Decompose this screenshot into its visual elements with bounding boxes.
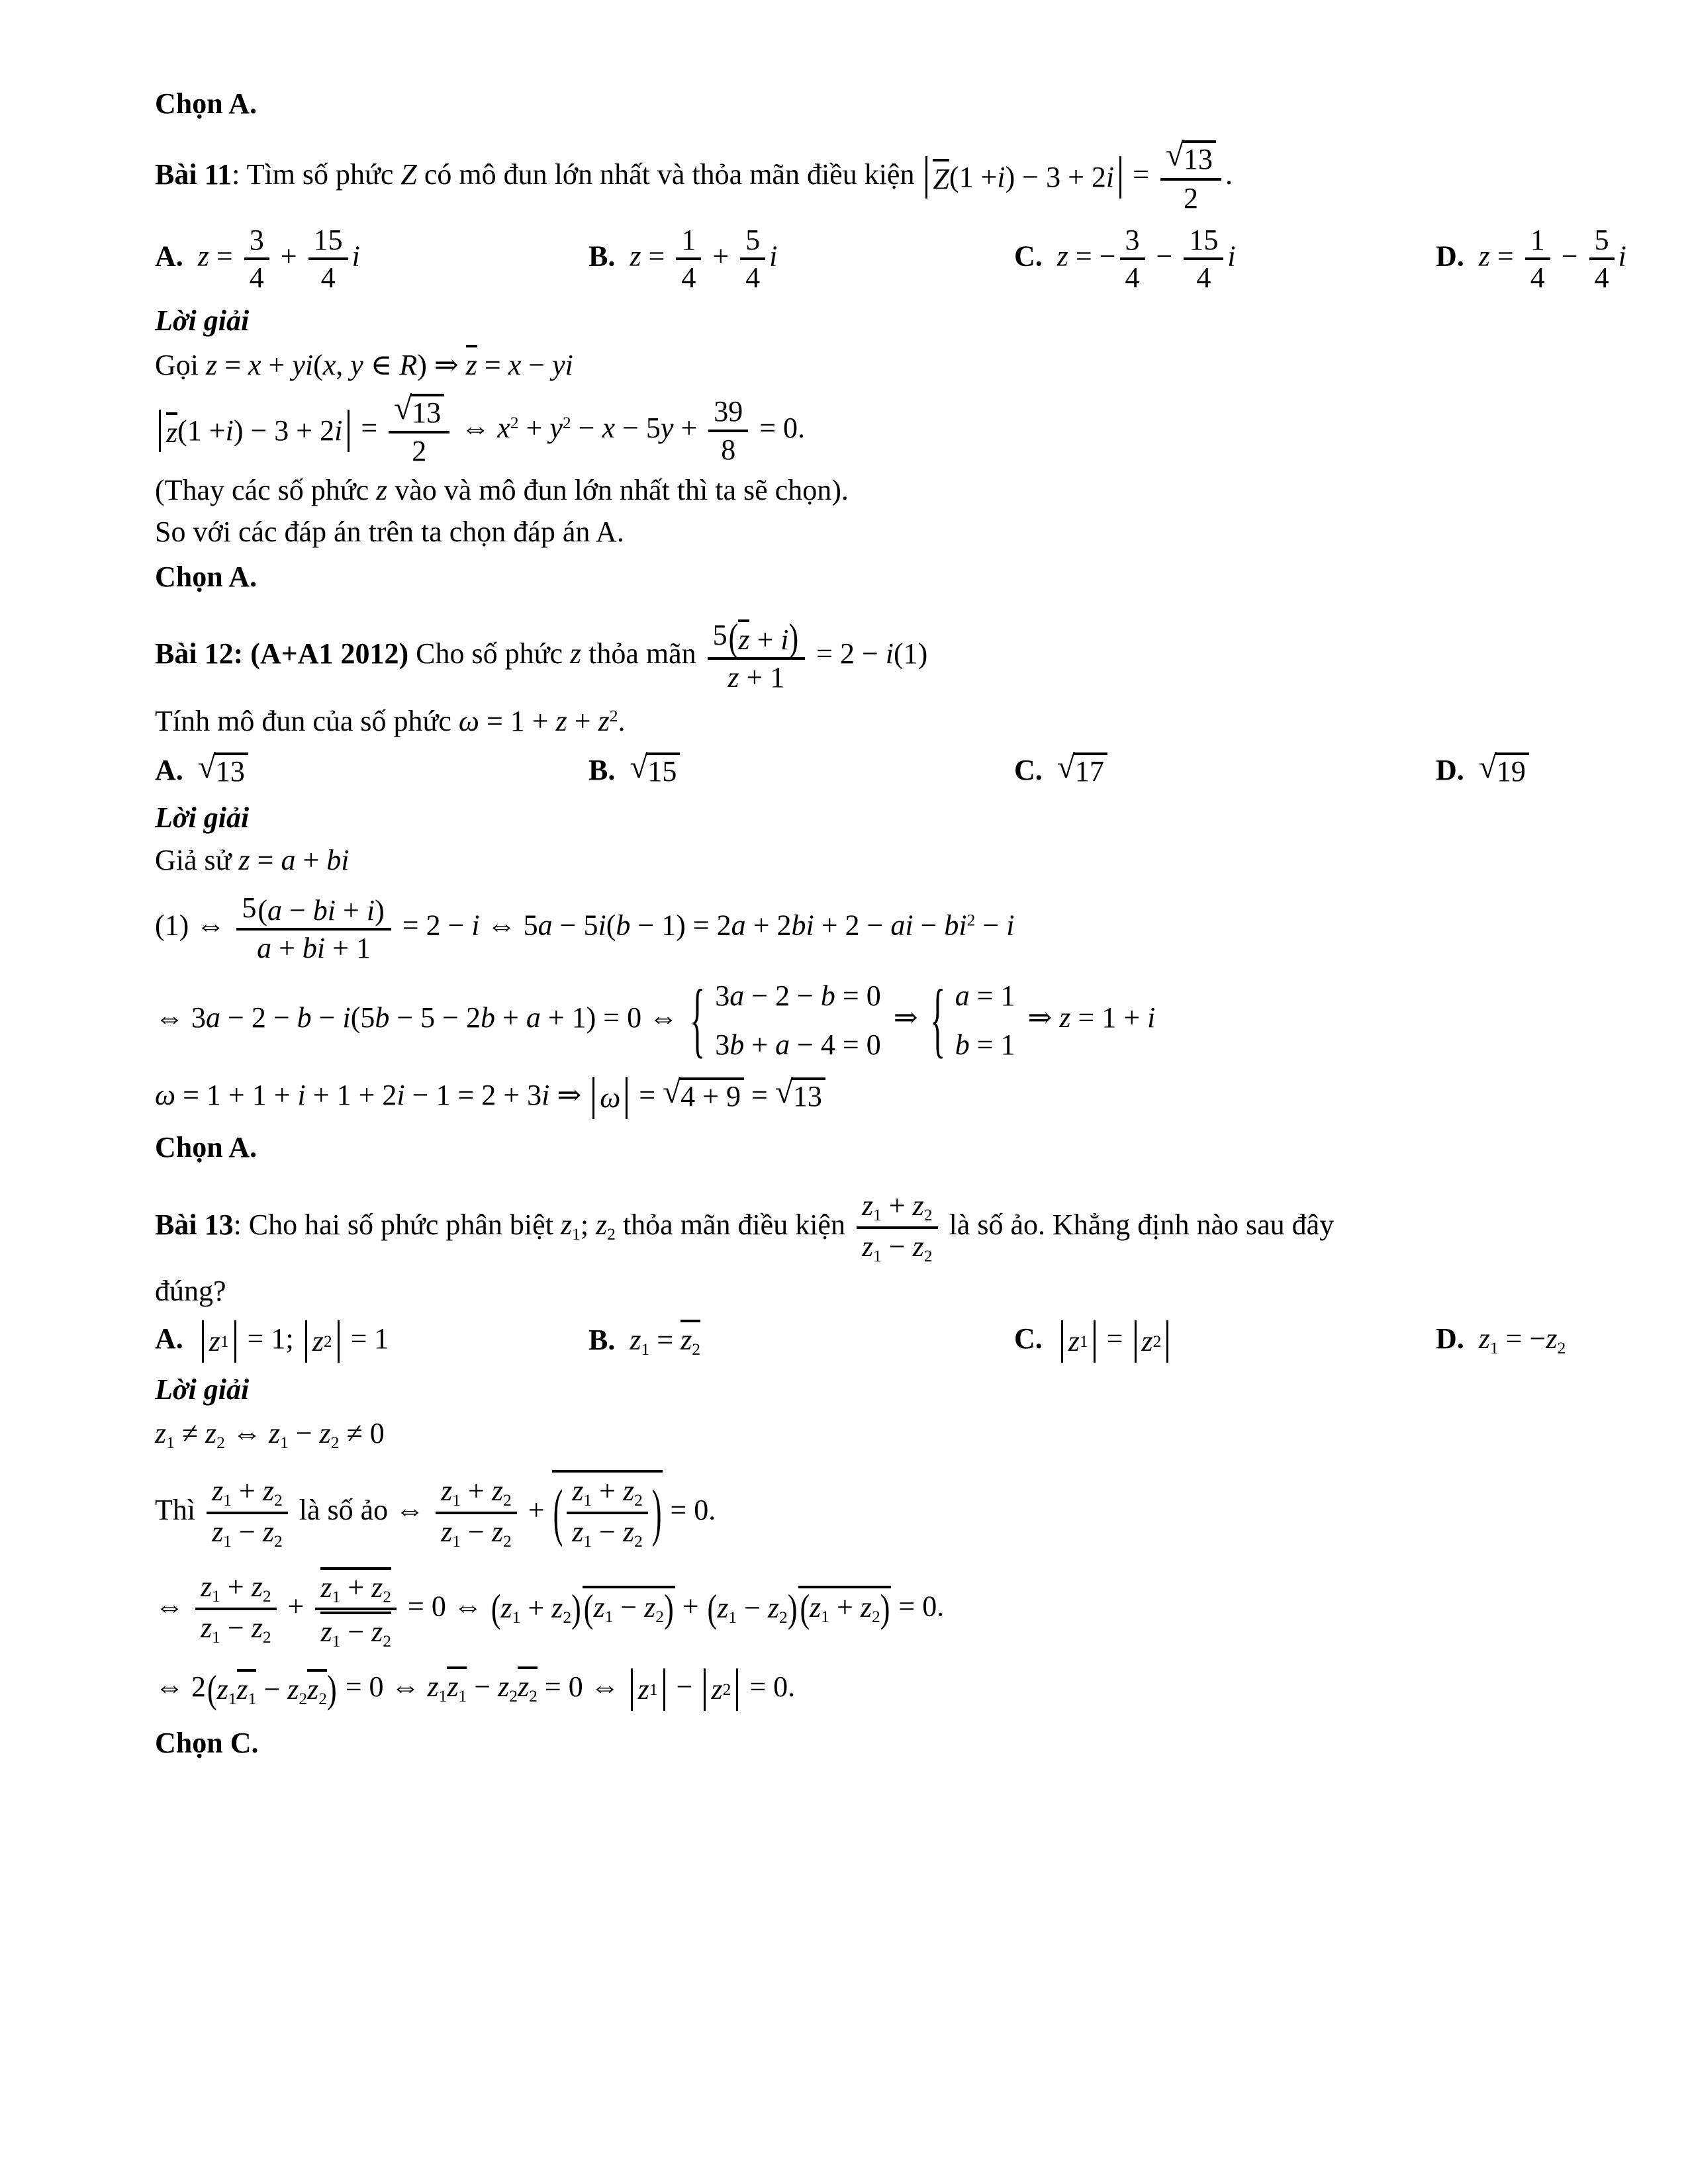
fraction: $\frac{5}{4}$ bbox=[1589, 224, 1615, 295]
radical: √ 19 bbox=[1479, 752, 1529, 789]
bai-11-statement: Bài 11: Tìm số phức Z có mô đun lớn nhất và thỏa mãn điều kiện Z (1 + i ) − 3 + 2 i = √ 13 2 . bbox=[155, 136, 1233, 214]
fraction bbox=[315, 1567, 397, 1651]
conjugate-bar: z bbox=[166, 412, 177, 449]
bai-12-question: Tính mô đun của số phức $\omega = 1 + z + z^2$. bbox=[155, 704, 626, 737]
bai-12-answers bbox=[155, 748, 1556, 790]
fraction: $\frac{39}{8}$ bbox=[708, 395, 748, 466]
bai-13-answers-answer-a: A. z 1 = 1; z 2 = 1 bbox=[155, 1320, 588, 1363]
radical: √ 15 bbox=[630, 752, 680, 789]
fraction: $\frac{3}{4}$ bbox=[1120, 224, 1145, 295]
absolute-value: z 2 bbox=[704, 1668, 738, 1711]
document-content bbox=[155, 85, 1626, 1762]
parentheses: ( z1z1 − z2z2 ) bbox=[207, 1667, 337, 1711]
loi-giai-2: Lời giải bbox=[155, 801, 250, 834]
fraction: $\frac{15}{4}$ bbox=[1184, 224, 1223, 295]
chon-c: Chọn C. bbox=[155, 1727, 259, 1760]
conjugate-bar bbox=[583, 1586, 675, 1631]
radical-sign-icon: √ bbox=[197, 748, 216, 785]
chon-a-1: Chọn A. bbox=[155, 87, 258, 120]
distinct-line: z1 ≠ z2 ⇔ z1 − z2 ≠ 0 bbox=[155, 1417, 385, 1453]
gia-su-line: Giả sử z = a + bi bbox=[155, 843, 350, 876]
radical: √ 17 bbox=[1057, 752, 1107, 789]
bai-13-answers-answer-b: B. z1 = z2 bbox=[588, 1320, 1014, 1361]
brace-icon: { bbox=[690, 972, 706, 1067]
conjugate-bar: z bbox=[738, 619, 749, 656]
fraction: $\frac{z1 + z2}{z1 - z2}$ bbox=[195, 1570, 277, 1647]
parentheses: ( z + i ) bbox=[728, 615, 799, 660]
chon-a-3: Chọn A. bbox=[155, 1130, 258, 1163]
radical: √ 13 bbox=[775, 1077, 825, 1114]
absolute-value: z (1 + i ) − 3 + 2 i bbox=[159, 410, 350, 452]
fraction: $\frac{z1 + z2}{z1 - z2}$ bbox=[567, 1475, 648, 1551]
bai-13-answers bbox=[155, 1320, 1566, 1363]
fraction: $\frac{z1 + z2}{z1 - z2}$ bbox=[436, 1475, 517, 1551]
bai-11-answers-answer-a: A. z = $\frac{3}{4}$ + $\frac{15}{4}$ i bbox=[155, 223, 360, 295]
radical: √ 13 bbox=[394, 394, 444, 430]
bai-12-statement: Bài 12: (A+A1 2012) Cho số phức z thỏa mãn 5 ( z + i ) z + 1 = 2 − i(1) bbox=[155, 615, 928, 694]
absolute-value: Z (1 + i ) − 3 + 2 i bbox=[925, 156, 1121, 199]
absolute-value: z 2 bbox=[1135, 1320, 1169, 1363]
fraction: √ 13 2 bbox=[389, 394, 449, 468]
bai-13-question-tail: đúng? bbox=[155, 1275, 226, 1308]
bai-11-answers bbox=[155, 223, 1626, 295]
radical-sign-icon: √ bbox=[1056, 748, 1075, 785]
parentheses: ( $\frac{z1 + z2}{z1 - z2}$ ) bbox=[553, 1475, 662, 1551]
absolute-value: z 2 bbox=[305, 1320, 340, 1363]
absolute-value: z 1 bbox=[1061, 1320, 1096, 1363]
parentheses: ( z1 + z2 ) bbox=[491, 1586, 581, 1631]
loi-giai-3: Lời giải bbox=[155, 1373, 250, 1406]
parentheses: ( z1 + z2 ) bbox=[800, 1586, 890, 1631]
fraction: $\frac{1}{4}$ bbox=[1525, 224, 1550, 295]
note-line: (Thay các số phức z vào và mô đun lớn nhất thì ta sẽ chọn). bbox=[155, 474, 849, 507]
bai-13-answers-answer-d: D. z1 = −z2 bbox=[1436, 1322, 1566, 1358]
absolute-value: ω bbox=[592, 1077, 628, 1119]
radical-sign-icon: √ bbox=[774, 1073, 793, 1110]
chon-a-2: Chọn A. bbox=[155, 560, 258, 593]
radical-sign-icon: √ bbox=[1165, 136, 1184, 173]
parentheses: ( a − bi + i ) bbox=[258, 893, 385, 927]
goi-line: Gọi z = x + yi(x, y ∈ R) ⇒ z = x − yi bbox=[155, 345, 1556, 385]
omega-line: ω = 1 + 1 + i + 1 + 2i − 1 = 2 + 3i ⇒ ω = √ 4 + 9 = √ 13 bbox=[155, 1076, 1556, 1119]
thi-line: Thì $\frac{z1 + z2}{z1 - z2}$ là số ảo ⇔ $\frac{z1 + z2}{z1 - z2}$ + ( $\frac{z1 + z2}{z1 - z2}$ ) = 0. bbox=[155, 1470, 1556, 1551]
compare-line: So với các đáp án trên ta chọn đáp án A. bbox=[155, 515, 624, 548]
conjugate-bar: z1 bbox=[237, 1669, 257, 1708]
bai-13-statement: Bài 13: Cho hai số phức phân biệt z1; z2 thỏa mãn điều kiện $\frac{z1 + z2}{z1 - z2}$ là số ảo. Khẳng định nào sau đây bbox=[155, 1189, 1335, 1265]
parentheses: ( z1 − z2 ) bbox=[707, 1586, 798, 1631]
conjugate-bar: z1 + z2 bbox=[320, 1567, 391, 1606]
fraction: $\frac{z1 + z2}{z1 - z2}$ bbox=[857, 1189, 938, 1265]
final-line: ⇔ 2 ( z1z1 − z2z2 ) = 0 ⇔ z1z1 − z2z2 = 0 ⇔ z 1 − z 2 = 0. bbox=[155, 1667, 796, 1711]
fraction: $\frac{1}{4}$ bbox=[676, 224, 701, 295]
fraction: $\frac{3}{4}$ bbox=[244, 224, 269, 295]
radical: √ 13 bbox=[198, 752, 248, 789]
brace-icon: { bbox=[929, 972, 945, 1067]
conjugate-bar bbox=[798, 1586, 891, 1631]
absolute-value: z 1 bbox=[631, 1668, 665, 1711]
conjugate-bar: z2 bbox=[307, 1669, 327, 1708]
fraction: 5 ( z + i ) z + 1 bbox=[708, 619, 806, 694]
radical: √ 13 bbox=[1166, 140, 1216, 177]
conjugate-bar bbox=[552, 1470, 663, 1551]
conjugate-bar: z1 − z2 bbox=[320, 1612, 391, 1651]
conjugate-bar: z bbox=[466, 345, 477, 381]
absolute-value: z 1 bbox=[202, 1320, 236, 1363]
eq1-expansion: (1) ⇔ 5 ( a − bi + i ) a + bi + 1 = 2 − i ⇔ 5a − 5i(b − 1) = 2a + 2bi + 2 − ai − $bi^2 - i$ bbox=[155, 891, 1015, 965]
conj-sum-line: ⇔ $\frac{z1 + z2}{z1 - z2}$ + $\frac{z1 + z2}{z1 - z2}$ = 0 ⇔ ( z1 + z2 ) ( z1 − z2 ) + ( z1 − z2 ) ( z1 + z2 ) = 0. bbox=[155, 1567, 1556, 1651]
bai-11-answers-answer-d: D. z = $\frac{1}{4}$ − $\frac{5}{4}$ i bbox=[1436, 223, 1626, 295]
radical-sign-icon: √ bbox=[630, 748, 648, 785]
fraction: 5 ( a − bi + i ) a + bi + 1 bbox=[236, 891, 391, 965]
radical: √ 4 + 9 bbox=[663, 1077, 744, 1114]
system-of-equations: { 3a − 2 − b = 0 3b + a − 4 = 0 bbox=[690, 972, 881, 1067]
bai-12-answers-answer-d: D. √ 19 bbox=[1436, 751, 1556, 790]
system-line: ⇔ 3a − 2 − b − i(5b − 5 − 2b + a + 1) = 0 ⇔ { 3a − 2 − b = 0 3b + a − 4 = 0 ⇒ { a = 1 b = 1 ⇒ z = 1 + i bbox=[155, 972, 1156, 1067]
fraction: $\frac{z1 + z2}{z1 - z2}$ bbox=[207, 1475, 288, 1551]
bai-12-answers-answer-c: C. √ 17 bbox=[1014, 751, 1436, 790]
bai-11-answers-answer-c: C. z = − $\frac{3}{4}$ − $\frac{15}{4}$ i bbox=[1014, 223, 1236, 295]
conjugate-bar: z1 bbox=[447, 1666, 467, 1706]
conjugate-bar: z2 bbox=[680, 1320, 700, 1359]
bai-12-answers-answer-a: A. √ 13 bbox=[155, 751, 588, 790]
bai-11-answers-answer-b: B. z = $\frac{1}{4}$ + $\frac{5}{4}$ i bbox=[588, 223, 778, 295]
loi-giai-1: Lời giải bbox=[155, 304, 250, 338]
modulus-equation: z (1 + i ) − 3 + 2 i = √ 13 2 ⇔ $x^2 + y^2 - x - 5y$ + $\frac{39}{8}$ = 0. bbox=[155, 394, 1556, 468]
fraction: √ 13 2 bbox=[1160, 140, 1221, 214]
radical-sign-icon: √ bbox=[1478, 748, 1497, 785]
radical-sign-icon: √ bbox=[394, 389, 412, 426]
bai-13-answers-answer-c: C. z 1 = z 2 bbox=[1014, 1320, 1436, 1363]
fraction: $\frac{15}{4}$ bbox=[308, 224, 348, 295]
bai-12-answers-answer-b: B. √ 15 bbox=[588, 751, 1014, 790]
parentheses: ( z1 − z2 ) bbox=[583, 1586, 674, 1631]
system-of-equations: { a = 1 b = 1 bbox=[929, 972, 1015, 1067]
conjugate-bar: Z bbox=[933, 159, 949, 195]
fraction: $\frac{5}{4}$ bbox=[740, 224, 765, 295]
radical-sign-icon: √ bbox=[663, 1073, 681, 1110]
conjugate-bar: z2 bbox=[518, 1666, 538, 1706]
